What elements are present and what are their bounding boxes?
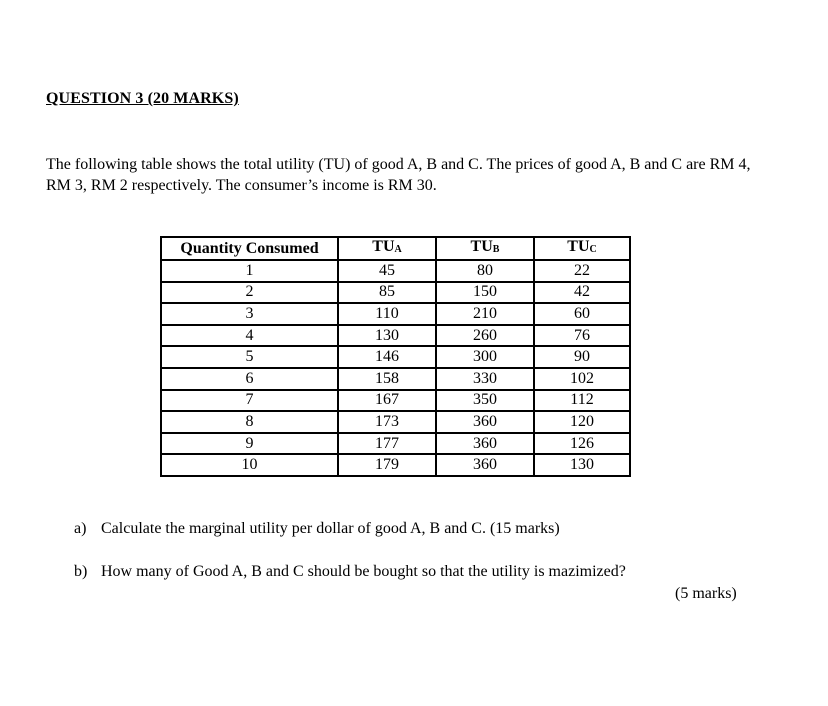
question-a-text: Calculate the marginal utility per dollar of good A, B and C. (15 marks) <box>101 520 560 537</box>
cell-tu-c: 42 <box>534 282 630 304</box>
cell-tu-c: 90 <box>534 346 630 368</box>
header-tu-a <box>338 237 436 260</box>
cell-quantity: 6 <box>161 368 338 390</box>
cell-quantity: 7 <box>161 390 338 412</box>
cell-tu-c: 130 <box>534 454 630 476</box>
cell-tu-a: 85 <box>338 282 436 304</box>
cell-tu-c: 112 <box>534 390 630 412</box>
cell-tu-b: 150 <box>436 282 534 304</box>
header-tu-label: TU <box>372 238 395 255</box>
cell-tu-b: 330 <box>436 368 534 390</box>
cell-tu-a: 130 <box>338 325 436 347</box>
cell-tu-b: 300 <box>436 346 534 368</box>
question-a-label: a) <box>74 520 87 537</box>
table-row <box>161 433 630 455</box>
cell-quantity: 5 <box>161 346 338 368</box>
header-tu-c <box>534 237 630 260</box>
cell-tu-b: 80 <box>436 260 534 282</box>
cell-quantity: 4 <box>161 325 338 347</box>
header-subscript-c: C <box>589 244 597 255</box>
cell-tu-b: 350 <box>436 390 534 412</box>
cell-tu-c: 60 <box>534 303 630 325</box>
cell-tu-a: 110 <box>338 303 436 325</box>
cell-tu-c: 126 <box>534 433 630 455</box>
header-tu-b <box>436 237 534 260</box>
cell-tu-b: 360 <box>436 433 534 455</box>
cell-quantity: 9 <box>161 433 338 455</box>
cell-tu-c: 76 <box>534 325 630 347</box>
cell-tu-b: 260 <box>436 325 534 347</box>
table-row <box>161 282 630 304</box>
table-row <box>161 303 630 325</box>
table-row <box>161 411 630 433</box>
cell-tu-c: 120 <box>534 411 630 433</box>
question-intro-text: The following table shows the total utility (TU) of good A, B and C. The prices of good A, B and C are RM 4, RM 3, RM 2 respectively. The consumer’s income is RM 30. <box>46 156 751 194</box>
header-subscript-b: B <box>492 244 500 255</box>
cell-tu-a: 146 <box>338 346 436 368</box>
question-b-marks: (5 marks) <box>675 585 737 602</box>
header-subscript-a: A <box>394 244 402 255</box>
header-tu-label: TU <box>470 238 493 255</box>
question-b <box>74 563 626 581</box>
cell-tu-a: 173 <box>338 411 436 433</box>
cell-tu-a: 177 <box>338 433 436 455</box>
table-row <box>161 454 630 476</box>
header-tu-label: TU <box>567 238 590 255</box>
cell-tu-c: 22 <box>534 260 630 282</box>
cell-quantity: 10 <box>161 454 338 476</box>
cell-quantity: 8 <box>161 411 338 433</box>
cell-tu-c: 102 <box>534 368 630 390</box>
table-row <box>161 346 630 368</box>
table-row <box>161 368 630 390</box>
cell-tu-a: 158 <box>338 368 436 390</box>
table-row <box>161 325 630 347</box>
header-quantity-consumed: Quantity Consumed <box>161 237 338 260</box>
cell-quantity: 3 <box>161 303 338 325</box>
cell-tu-b: 360 <box>436 454 534 476</box>
cell-tu-a: 179 <box>338 454 436 476</box>
question-b-text: How many of Good A, B and C should be bought so that the utility is mazimized? <box>101 563 626 580</box>
cell-tu-a: 167 <box>338 390 436 412</box>
question-a <box>74 520 560 538</box>
cell-quantity: 1 <box>161 260 338 282</box>
cell-tu-b: 210 <box>436 303 534 325</box>
cell-tu-a: 45 <box>338 260 436 282</box>
cell-tu-b: 360 <box>436 411 534 433</box>
question-heading: QUESTION 3 (20 MARKS) <box>46 90 239 107</box>
cell-quantity: 2 <box>161 282 338 304</box>
total-utility-table <box>160 236 631 477</box>
table-row <box>161 260 630 282</box>
table-row <box>161 390 630 412</box>
table-header-row <box>161 237 630 260</box>
question-b-label: b) <box>74 563 88 580</box>
